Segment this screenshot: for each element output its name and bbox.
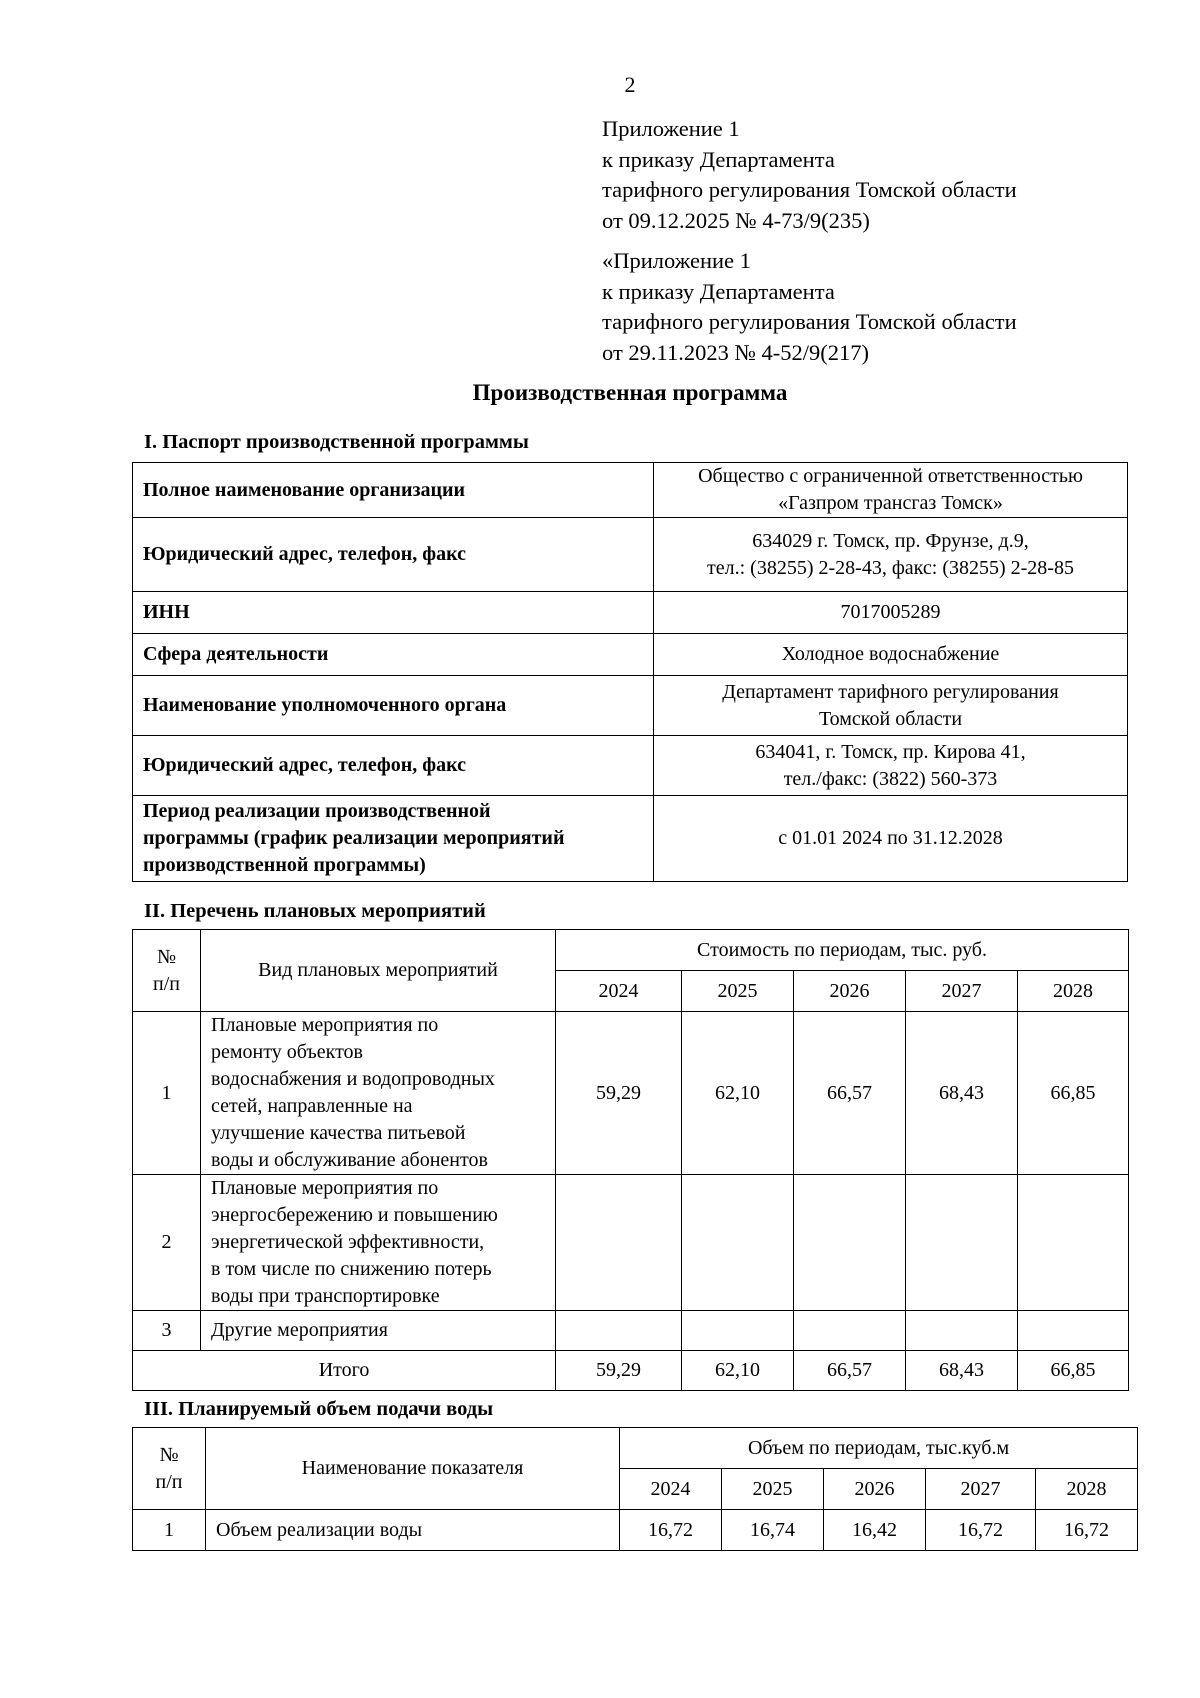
table-header-row [133, 1428, 1138, 1469]
header-num [133, 930, 201, 1012]
header-desc: Вид плановых мероприятий [201, 930, 556, 1012]
row-desc: Объем реализации воды [206, 1510, 620, 1551]
desc-line: Плановые мероприятия по [211, 1014, 439, 1036]
header-cost: Стоимость по периодам, тыс. руб. [556, 930, 1129, 971]
cost-cell: 59,29 [556, 1012, 682, 1175]
row-label: ИНН [133, 592, 654, 634]
header-line: № [156, 945, 177, 968]
row-num: 1 [133, 1510, 206, 1551]
label-line: Период реализации производственной [143, 800, 491, 822]
value-line: 634029 г. Томск, пр. Фрунзе, д.9, [752, 529, 1029, 552]
value-line: 634041, г. Томск, пр. Кирова 41, [755, 740, 1026, 763]
cost-cell [1018, 1311, 1129, 1351]
table-row [133, 1510, 1138, 1551]
row-value [654, 463, 1128, 518]
row-desc [201, 1012, 556, 1175]
header-num [133, 1428, 206, 1510]
volume-cell: 16,72 [926, 1510, 1036, 1551]
header-year: 2025 [682, 971, 794, 1012]
row-label: Полное наименование организации [133, 463, 654, 518]
section-2-title: II. Перечень плановых мероприятий [144, 900, 486, 922]
value-line: Департамент тарифного регулирования [722, 680, 1059, 703]
header-year: 2025 [722, 1469, 824, 1510]
volume-cell: 16,72 [620, 1510, 722, 1551]
row-label: Юридический адрес, телефон, факс [133, 736, 654, 796]
section-1-title: I. Паспорт производственной программы [144, 431, 529, 453]
row-desc: Другие мероприятия [201, 1311, 556, 1351]
row-desc [201, 1175, 556, 1311]
row-value: 7017005289 [654, 592, 1128, 634]
row-value [654, 676, 1128, 736]
header-desc: Наименование показателя [206, 1428, 620, 1510]
table-row [133, 676, 1128, 736]
value-line: Томской области [818, 707, 963, 730]
measures-table [132, 929, 1129, 1391]
header-year: 2027 [906, 971, 1018, 1012]
label-line: программы (график реализации мероприятий [143, 827, 565, 849]
row-value [654, 736, 1128, 796]
total-cell: 66,85 [1018, 1351, 1129, 1391]
header-year: 2028 [1036, 1469, 1138, 1510]
desc-line: воды и обслуживание абонентов [211, 1149, 488, 1171]
cost-cell [794, 1175, 906, 1311]
cost-cell [1018, 1175, 1129, 1311]
appendix-line: тарифного регулирования Томской области [602, 177, 1017, 202]
header-year: 2028 [1018, 971, 1129, 1012]
value-line: «Газпром трансгаз Томск» [778, 492, 1003, 514]
appendix-line: к приказу Департамента [602, 146, 835, 172]
cost-cell [906, 1311, 1018, 1351]
row-num: 1 [133, 1012, 201, 1175]
header-line: п/п [153, 972, 180, 995]
cost-cell [556, 1175, 682, 1311]
header-year: 2024 [556, 971, 682, 1012]
cost-cell: 66,85 [1018, 1012, 1129, 1175]
header-line: № [159, 1443, 179, 1466]
desc-line: водоснабжения и водопроводных [211, 1068, 495, 1090]
desc-line: в том числе по снижению потерь [211, 1258, 492, 1280]
row-num: 3 [133, 1311, 201, 1351]
total-cell: 59,29 [556, 1351, 682, 1391]
row-num: 2 [133, 1175, 201, 1311]
total-cell: 66,57 [794, 1351, 906, 1391]
desc-line: сетей, направленные на [211, 1095, 413, 1117]
appendix-line: от 29.11.2023 № 4-52/9(217) [602, 339, 870, 365]
header-year: 2024 [620, 1469, 722, 1510]
table-row [133, 518, 1128, 592]
header-volume: Объем по периодам, тыс.куб.м [620, 1428, 1138, 1469]
total-cell: 68,43 [906, 1351, 1018, 1391]
value-line: Общество с ограниченной ответственностью [698, 465, 1083, 487]
row-label: Наименование уполномоченного органа [133, 676, 654, 736]
header-year: 2026 [824, 1469, 926, 1510]
volume-cell: 16,72 [1036, 1510, 1138, 1551]
row-label: Юридический адрес, телефон, факс [133, 518, 654, 592]
cost-cell [682, 1311, 794, 1351]
appendix-line: «Приложение 1 [602, 248, 751, 273]
table-header-row [133, 930, 1129, 971]
page-number: 2 [624, 72, 636, 97]
table-row [133, 1012, 1129, 1175]
desc-line: улучшение качества питьевой [211, 1122, 466, 1144]
total-label: Итого [133, 1351, 556, 1391]
table-row [133, 1175, 1129, 1311]
desc-line: ремонту объектов [211, 1041, 363, 1063]
row-value [654, 518, 1128, 592]
passport-table [132, 462, 1128, 882]
cost-cell [556, 1311, 682, 1351]
header-year: 2027 [926, 1469, 1036, 1510]
row-value: Холодное водоснабжение [654, 634, 1128, 676]
appendix-header-current [602, 114, 1017, 236]
volume-table [132, 1427, 1138, 1551]
appendix-line: тарифного регулирования Томской области [602, 309, 1017, 334]
desc-line: энергетической эффективности, [211, 1231, 485, 1253]
cost-cell: 68,43 [906, 1012, 1018, 1175]
volume-cell: 16,42 [824, 1510, 926, 1551]
table-row [133, 592, 1128, 634]
header-year: 2026 [794, 971, 906, 1012]
table-row [133, 1311, 1129, 1351]
table-total-row [133, 1351, 1129, 1391]
value-line: тел.: (38255) 2-28-43, факс: (38255) 2-28-85 [707, 556, 1074, 579]
appendix-header-previous [602, 246, 1017, 368]
value-line: тел./факс: (3822) 560-373 [783, 767, 998, 790]
volume-cell: 16,74 [722, 1510, 824, 1551]
row-value: с 01.01 2024 по 31.12.2028 [654, 796, 1128, 882]
document-title: Производственная программа [472, 380, 788, 405]
desc-line: энергосбережению и повышению [211, 1204, 498, 1226]
table-row [133, 796, 1128, 882]
section-3-title: III. Планируемый объем подачи воды [144, 1398, 494, 1420]
cost-cell [682, 1175, 794, 1311]
table-row [133, 463, 1128, 518]
row-label: Сфера деятельности [133, 634, 654, 676]
appendix-line: от 09.12.2025 № 4-73/9(235) [602, 207, 870, 233]
cost-cell [906, 1175, 1018, 1311]
desc-line: воды при транспортировке [211, 1285, 440, 1307]
desc-line: Плановые мероприятия по [211, 1177, 439, 1199]
total-cell: 62,10 [682, 1351, 794, 1391]
appendix-line: Приложение 1 [602, 116, 740, 141]
header-line: п/п [155, 1470, 183, 1493]
label-line: производственной программы) [143, 854, 426, 876]
cost-cell: 66,57 [794, 1012, 906, 1175]
appendix-line: к приказу Департамента [602, 278, 835, 304]
table-row [133, 634, 1128, 676]
cost-cell [794, 1311, 906, 1351]
table-row [133, 736, 1128, 796]
cost-cell: 62,10 [682, 1012, 794, 1175]
row-label [133, 796, 654, 882]
